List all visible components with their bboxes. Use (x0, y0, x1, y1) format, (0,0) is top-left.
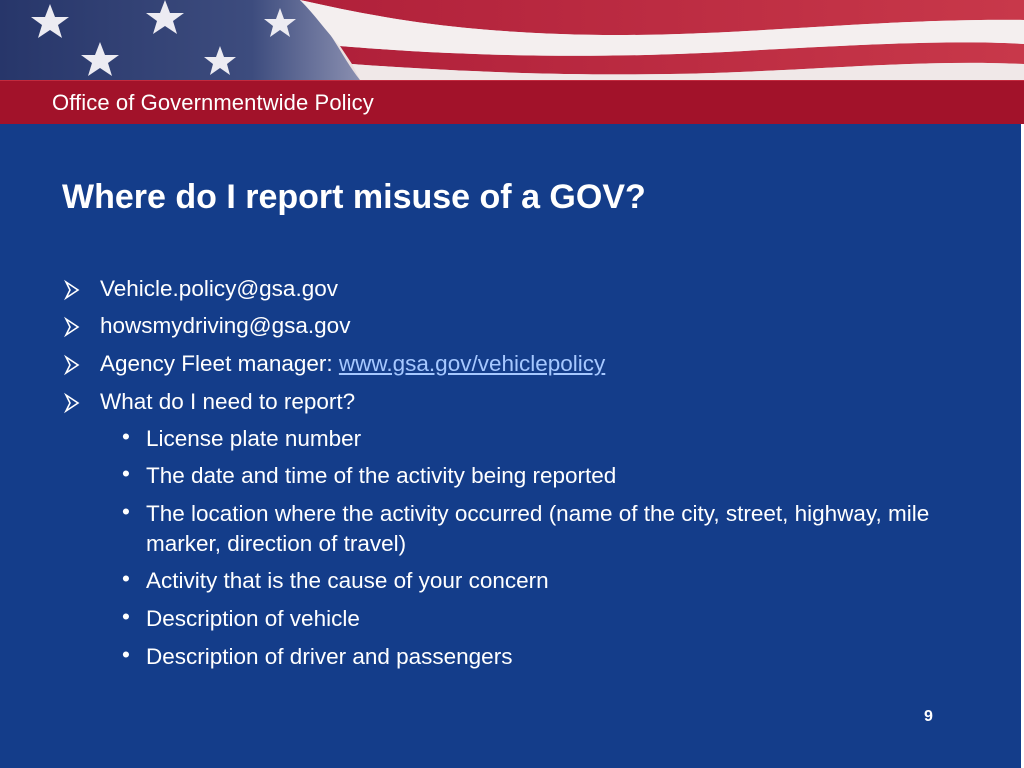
sub-bullet-text: The date and time of the activity being reported (146, 463, 617, 488)
bullet-text: What do I need to report? (100, 389, 356, 414)
org-name: Office of Governmentwide Policy (52, 90, 374, 115)
bullet-text[interactable]: Vehicle.policy@gsa.gov (100, 276, 338, 301)
header-bar (0, 80, 1024, 125)
page-number: 9 (924, 708, 933, 725)
bullet-dot-icon: • (122, 566, 130, 591)
bullet-dot-icon: • (122, 642, 130, 667)
arrow-bullet-icon (64, 392, 82, 414)
sub-bullet-text: License plate number (146, 426, 362, 451)
bullet-text: Agency Fleet manager: (100, 351, 339, 376)
bullet-dot-icon: • (122, 499, 130, 524)
slide-title: Where do I report misuse of a GOV? (62, 178, 646, 216)
bullet-dot-icon: • (122, 604, 130, 629)
sub-bullet-text: Description of vehicle (146, 606, 360, 631)
american-flag-icon (0, 0, 1024, 80)
sub-bullet-text: Description of driver and passengers (146, 644, 513, 669)
bullet-text[interactable]: howsmydriving@gsa.gov (100, 313, 351, 338)
bullet-text-with-link (100, 351, 605, 377)
sub-bullet-text: The location where the activity occurred (name of the city, street, highway, mile marker, direction of travel) (146, 501, 930, 556)
arrow-bullet-icon (64, 279, 82, 301)
bullet-dot-icon: • (122, 424, 130, 449)
arrow-bullet-icon (64, 316, 82, 338)
bullet-dot-icon: • (122, 461, 130, 486)
vehicle-policy-link[interactable]: www.gsa.gov/vehiclepolicy (338, 351, 606, 376)
arrow-bullet-icon (64, 354, 82, 376)
sub-bullet-text: Activity that is the cause of your concern (146, 568, 549, 593)
